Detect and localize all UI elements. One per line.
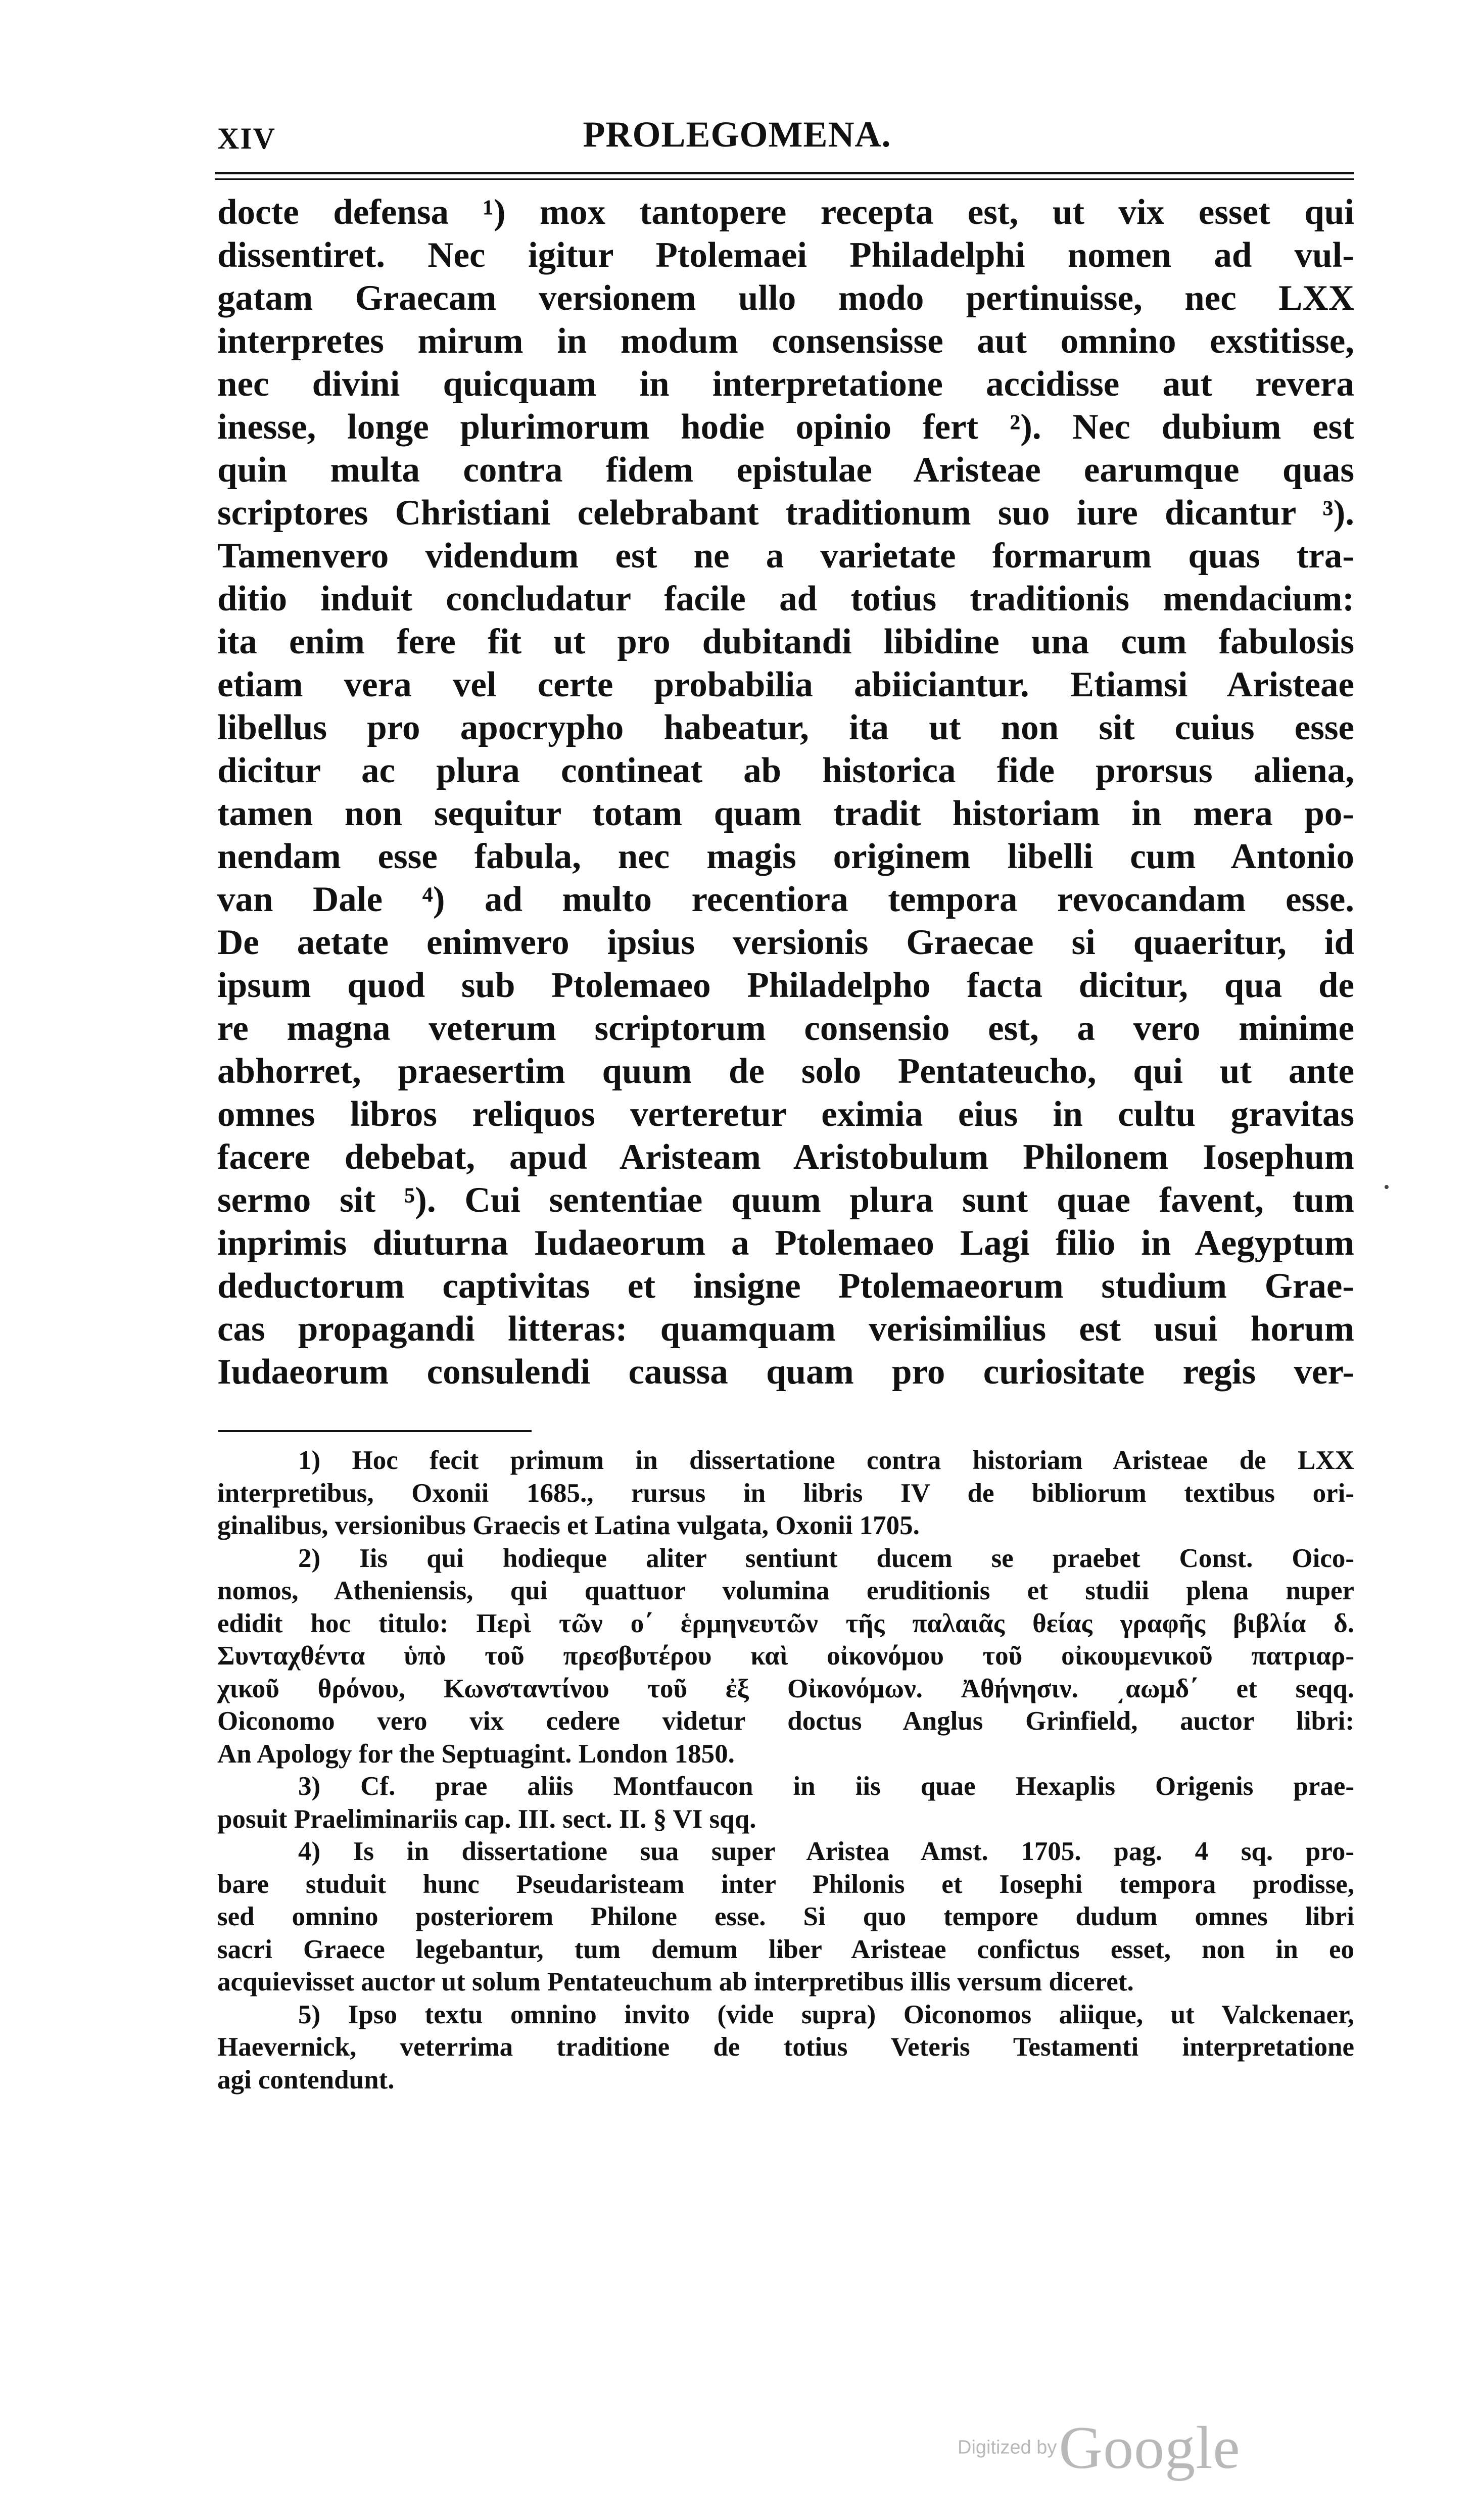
text-line: deductorum captivitas et insigne Ptolemaeorum studium Grae- bbox=[217, 1266, 1354, 1306]
footnote-4-line: sacri Graece legebantur, tum demum liber Aristeae confictus esset, non in eo bbox=[217, 1934, 1354, 1964]
text-line: etiam vera vel certe probabilia abiiciantur. Etiamsi Aristeae bbox=[217, 665, 1354, 704]
footnote-1-line: interpretibus, Oxonii 1685., rursus in libris IV de bibliorum textibus ori- bbox=[217, 1478, 1354, 1508]
footnote-2-line: 2) Iis qui hodieque aliter sentiunt ducem se praebet Const. Oico- bbox=[298, 1543, 1354, 1573]
footnote-5-line: 5) Ipso textu omnino invito (vide supra) Oiconomos aliique, ut Valckenaer, bbox=[298, 2000, 1354, 2029]
text-line: sermo sit ⁵). Cui sententiae quum plura sunt quae favent, tum bbox=[217, 1180, 1354, 1220]
text-line: Iudaeorum consulendi caussa quam pro curiositate regis ver- bbox=[217, 1352, 1354, 1392]
google-logo: Google bbox=[1059, 2414, 1241, 2481]
footnote-5-line: agi contendunt. bbox=[217, 2065, 395, 2095]
text-line: van Dale ⁴) ad multo recentiora tempora revocandam esse. bbox=[217, 880, 1354, 919]
digitized-watermark bbox=[958, 2413, 1241, 2483]
text-line: inesse, longe plurimorum hodie opinio fert ²). Nec dubium est bbox=[217, 407, 1354, 447]
text-line: ditio induit concludatur facile ad totius traditionis mendacium: bbox=[217, 579, 1354, 619]
header-rule-thin bbox=[215, 178, 1354, 180]
footnote-separator bbox=[218, 1430, 532, 1432]
footnote-2-line: Oiconomo vero vix cedere videtur doctus Anglus Grinfield, auctor libri: bbox=[217, 1706, 1354, 1736]
watermark-prefix: Digitized by bbox=[958, 2437, 1057, 2458]
footnotes bbox=[217, 1444, 1354, 2096]
footnote-2-line: Συνταχθέντα ὑπὸ τοῦ πρεσβυτέρου καὶ οἰκονόμου τοῦ οἰκουμενικοῦ πατριαρ- bbox=[217, 1641, 1354, 1671]
text-line: nendam esse fabula, nec magis originem libelli cum Antonio bbox=[217, 837, 1354, 876]
text-line: ipsum quod sub Ptolemaeo Philadelpho facta dicitur, qua de bbox=[217, 966, 1354, 1005]
text-line: docte defensa ¹) mox tantopere recepta est, ut vix esset qui bbox=[217, 193, 1354, 232]
footnote-1-line: 1) Hoc fecit primum in dissertatione contra historiam Aristeae de LXX bbox=[298, 1446, 1354, 1475]
text-line: cas propagandi litteras: quamquam verisimilius est usui horum bbox=[217, 1309, 1354, 1349]
text-line: dissentiret. Nec igitur Ptolemaei Philadelphi nomen ad vul- bbox=[217, 235, 1354, 275]
footnote-4-line: bare studuit hunc Pseudaristeam inter Philonis et Iosephi tempora prodisse, bbox=[217, 1869, 1354, 1899]
text-line: omnes libros reliquos verteretur eximia eius in cultu gravitas bbox=[217, 1095, 1354, 1134]
text-line: Tamenvero videndum est ne a varietate formarum quas tra- bbox=[217, 536, 1354, 576]
footnote-4-line: 4) Is in dissertatione sua super Aristea Amst. 1705. pag. 4 sq. pro- bbox=[298, 1837, 1354, 1866]
footnote-2-line: An Apology for the Septuagint. London 1850. bbox=[217, 1739, 735, 1769]
main-text bbox=[217, 191, 1354, 1394]
footnote-2-line: edidit hoc titulo: Περὶ τῶν ο΄ ἑρμηνευτῶν τῆς παλαιᾶς θείας γραφῆς βιβλία δ. bbox=[217, 1608, 1354, 1638]
header-rule-thick bbox=[215, 172, 1354, 174]
text-line: inprimis diuturna Iudaeorum a Ptolemaeo Lagi filio in Aegyptum bbox=[217, 1223, 1354, 1263]
page-number: XIV bbox=[217, 122, 276, 155]
footnote-4-line: sed omnino posteriorem Philone esse. Si quo tempore dudum omnes libri bbox=[217, 1902, 1354, 1931]
text-line: scriptores Christiani celebrabant traditionum suo iure dicantur ³). bbox=[217, 493, 1354, 533]
footnote-4-line: acquievisset auctor ut solum Pentateuchum ab interpretibus illis versum diceret. bbox=[217, 1967, 1134, 1996]
text-line: tamen non sequitur totam quam tradit historiam in mera po- bbox=[217, 794, 1354, 833]
text-line: gatam Graecam versionem ullo modo pertinuisse, nec LXX bbox=[217, 278, 1354, 318]
text-line: abhorret, praesertim quum de solo Pentateucho, qui ut ante bbox=[217, 1052, 1354, 1091]
footnote-5-line: Haevernick, veterrima traditione de totius Veteris Testamenti interpretatione bbox=[217, 2032, 1354, 2062]
text-line: De aetate enimvero ipsius versionis Graecae si quaeritur, id bbox=[217, 923, 1354, 962]
footnote-2-line: nomos, Atheniensis, qui quattuor volumina eruditionis et studii plena nuper bbox=[217, 1576, 1354, 1605]
footnote-3-line: posuit Praeliminariis cap. III. sect. II. § VI sqq. bbox=[217, 1804, 756, 1834]
text-line: quin multa contra fidem epistulae Aristeae earumque quas bbox=[217, 450, 1354, 490]
text-line: nec divini quicquam in interpretatione accidisse aut revera bbox=[217, 364, 1354, 404]
text-line: libellus pro apocrypho habeatur, ita ut non sit cuius esse bbox=[217, 708, 1354, 747]
running-title: PROLEGOMENA. bbox=[583, 114, 891, 155]
footnote-3-line: 3) Cf. prae aliis Montfaucon in iis quae Hexaplis Origenis prae- bbox=[298, 1772, 1354, 1801]
footnote-1-line: ginalibus, versionibus Graecis et Latina vulgata, Oxonii 1705. bbox=[217, 1511, 920, 1540]
text-line: interpretes mirum in modum consensisse aut omnino exstitisse, bbox=[217, 321, 1354, 361]
margin-mark bbox=[1385, 1185, 1389, 1189]
text-line: dicitur ac plura contineat ab historica fide prorsus aliena, bbox=[217, 751, 1354, 790]
text-line: facere debebat, apud Aristeam Aristobulum Philonem Iosephum bbox=[217, 1137, 1354, 1177]
text-line: re magna veterum scriptorum consensio est, a vero minime bbox=[217, 1009, 1354, 1048]
text-line: ita enim fere fit ut pro dubitandi libidine una cum fabulosis bbox=[217, 622, 1354, 661]
footnote-2-line: χικοῦ θρόνου, Κωνσταντίνου τοῦ ἐξ Οἰκονόμων. Ἀθήνησιν. ͵αωμδ΄ et seqq. bbox=[217, 1674, 1354, 1703]
